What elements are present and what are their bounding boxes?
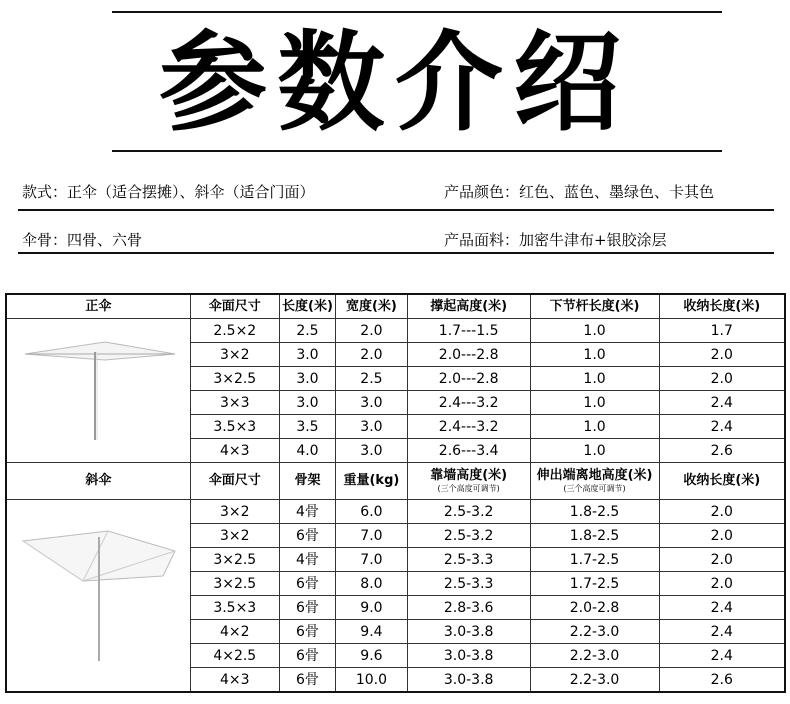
straight-header-2 [336,294,408,319]
table-cell: 2.4 [659,391,785,415]
straight-image-cell [6,319,190,463]
table-cell: 1.0 [530,391,659,415]
table-cell: 2.0 [659,524,785,548]
table-cell: 1.0 [530,415,659,439]
slanted-header-1 [279,463,335,500]
info-styles: 款式：正伞（适合摆摊）、斜伞（适合门面） [22,183,315,201]
table-cell: 2.5-3.3 [407,572,530,596]
table-cell: 3.0-3.8 [407,668,530,693]
table-cell: 2.0 [659,367,785,391]
table-cell: 2.6 [659,668,785,693]
table-cell: 4×2.5 [190,644,279,668]
table-cell: 3.0 [279,367,335,391]
table-cell: 1.7-2.5 [530,548,659,572]
header-label: 收纳长度(米) [683,473,761,488]
slanted-image-cell [6,500,190,693]
table-cell: 3.0 [336,415,408,439]
table-cell: 2.0---2.8 [407,367,530,391]
table-cell: 2.2-3.0 [530,620,659,644]
table-cell: 10.0 [336,668,408,693]
table-cell: 2.6---3.4 [407,439,530,463]
table-cell: 3×2 [190,500,279,524]
table-cell: 2.0---2.8 [407,343,530,367]
straight-umbrella-illustration [13,336,183,446]
table-cell: 3×2.5 [190,548,279,572]
table-cell: 3.0 [279,343,335,367]
table-cell: 3.0-3.8 [407,644,530,668]
table-cell: 2.4---3.2 [407,391,530,415]
table-row [6,319,785,343]
table-cell: 2.0 [336,319,408,343]
table-cell: 2.2-3.0 [530,668,659,693]
table-cell: 2.5-3.3 [407,548,530,572]
table-cell: 1.0 [530,343,659,367]
table-cell: 3×2 [190,524,279,548]
table-cell: 6骨 [279,668,335,693]
header-label: 撑起高度(米) [430,298,508,314]
table-cell: 3.0 [279,391,335,415]
title-underline [112,150,722,152]
table-cell: 3×3 [190,391,279,415]
table-cell: 2.0 [659,572,785,596]
info-colors: 产品颜色：红色、蓝色、墨绿色、卡其色 [444,183,715,201]
table-cell: 2.6 [659,439,785,463]
header-label: 长度(米) [282,298,333,314]
table-cell: 2.8-3.6 [407,596,530,620]
header-label: 重量(kg) [343,473,400,488]
table-cell: 1.0 [530,367,659,391]
table-cell: 8.0 [336,572,408,596]
info-divider-2 [18,252,774,254]
table-cell: 4.0 [279,439,335,463]
table-cell: 4×2 [190,620,279,644]
header-label: 靠墙高度(米) [430,468,508,483]
straight-header-5 [659,294,785,319]
table-cell: 4×3 [190,439,279,463]
header-label: 伞面尺寸 [208,473,261,488]
slanted-header-3 [407,463,530,500]
table-cell: 1.0 [530,319,659,343]
table-cell: 2.0 [659,343,785,367]
top-rule [112,11,722,13]
table-cell: 2.2-3.0 [530,644,659,668]
table-cell: 2.0 [659,500,785,524]
table-cell: 1.7---1.5 [407,319,530,343]
table-cell: 3.0 [336,439,408,463]
header-label: 伸出端离地高度(米) [536,468,653,483]
slanted-header-2 [336,463,408,500]
table-cell: 3.0-3.8 [407,620,530,644]
table-cell: 3×2 [190,343,279,367]
table-cell: 6骨 [279,644,335,668]
table-cell: 2.4 [659,644,785,668]
table-cell: 1.7-2.5 [530,572,659,596]
table-cell: 9.4 [336,620,408,644]
table-cell: 6.0 [336,500,408,524]
table-cell: 2.5-3.2 [407,524,530,548]
table-cell: 3.5×3 [190,596,279,620]
straight-header-0 [190,294,279,319]
slanted-header-0 [190,463,279,500]
table-cell: 2.5×2 [190,319,279,343]
straight-section-label: 正伞 [6,294,190,319]
table-cell: 2.5 [279,319,335,343]
table-cell: 2.0-2.8 [530,596,659,620]
table-cell: 2.0 [659,548,785,572]
slanted-header-5 [659,463,785,500]
table-cell: 2.0 [336,343,408,367]
table-cell: 3.5 [279,415,335,439]
table-cell: 1.7 [659,319,785,343]
table-cell: 3.0 [336,391,408,415]
table-cell: 3.5×3 [190,415,279,439]
header-subnote: (三个高度可调节) [437,484,500,493]
table-cell: 2.4---3.2 [407,415,530,439]
slanted-section-label: 斜伞 [6,463,190,500]
table-cell: 9.0 [336,596,408,620]
header-label: 骨架 [294,473,321,488]
slanted-umbrella-illustration [13,511,183,681]
info-fabric: 产品面料：加密牛津布+银胶涂层 [444,231,667,249]
table-cell: 2.4 [659,415,785,439]
table-cell: 1.0 [530,439,659,463]
straight-header-row [6,294,785,319]
slanted-header-row [6,463,785,500]
header-subnote: (三个高度可调节) [563,484,626,493]
table-cell: 7.0 [336,524,408,548]
table-cell: 3×2.5 [190,572,279,596]
table-cell: 3×2.5 [190,367,279,391]
header-label: 下节杆长度(米) [549,298,640,314]
straight-header-3 [407,294,530,319]
table-cell: 6骨 [279,596,335,620]
table-cell: 9.6 [336,644,408,668]
table-cell: 4骨 [279,500,335,524]
table-cell: 1.8-2.5 [530,524,659,548]
table-cell: 6骨 [279,572,335,596]
table-cell: 4骨 [279,548,335,572]
header-label: 伞面尺寸 [208,298,261,314]
straight-header-1 [279,294,335,319]
page-title: 参数介绍 [158,21,631,146]
info-ribs: 伞骨：四骨、六骨 [22,231,143,249]
table-cell: 2.4 [659,620,785,644]
header-label: 宽度(米) [345,298,397,314]
table-cell: 7.0 [336,548,408,572]
spec-table [5,293,786,693]
header-label: 收纳长度(米) [683,298,761,314]
table-cell: 2.5 [336,367,408,391]
slanted-header-4 [530,463,659,500]
table-cell: 6骨 [279,524,335,548]
table-row [6,500,785,524]
table-cell: 6骨 [279,620,335,644]
table-cell: 4×3 [190,668,279,693]
info-divider-1 [18,209,774,211]
table-cell: 1.8-2.5 [530,500,659,524]
straight-header-4 [530,294,659,319]
table-cell: 2.4 [659,596,785,620]
table-cell: 2.5-3.2 [407,500,530,524]
